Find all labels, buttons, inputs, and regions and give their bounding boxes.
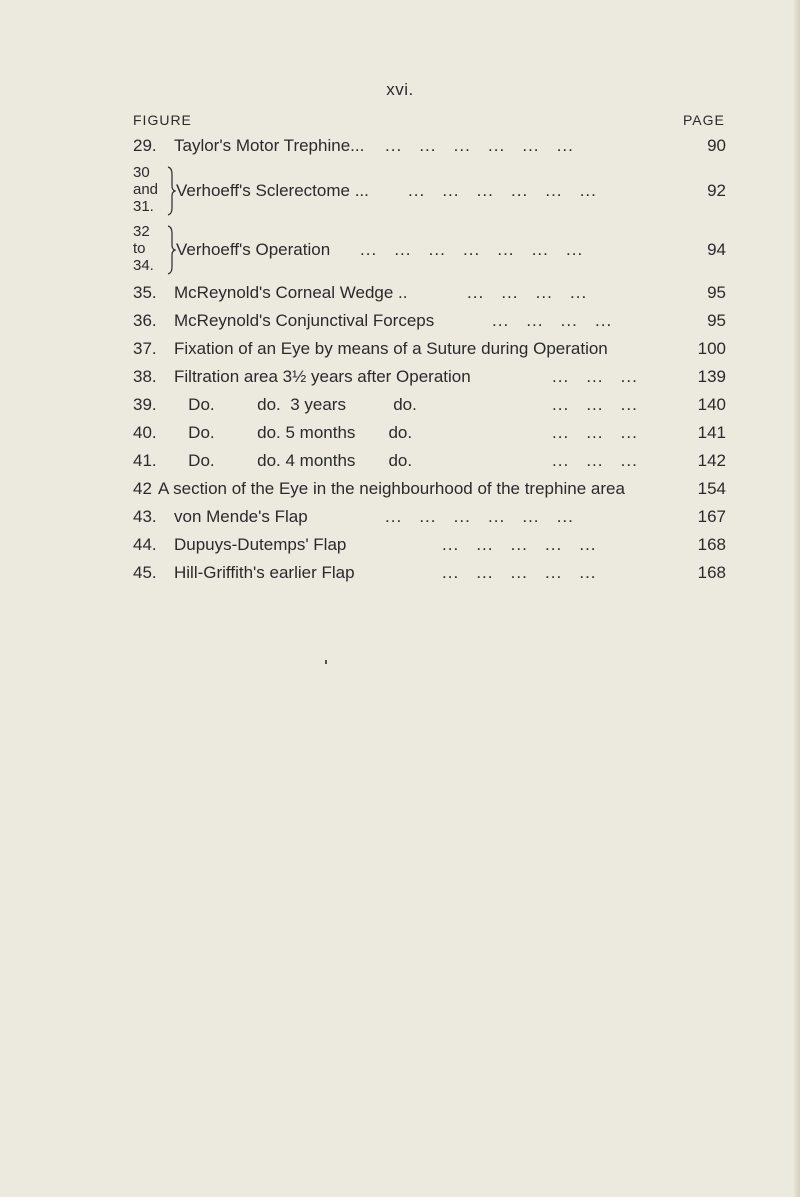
- page-ref: 154: [697, 479, 726, 498]
- page-ref: 140: [697, 395, 726, 414]
- figure-title: Do. do. 5 months do.: [174, 423, 413, 442]
- figure-number: 35.: [133, 283, 157, 302]
- page-ref: 95: [707, 311, 726, 330]
- list-item: [0, 451, 800, 477]
- page-number: xvi.: [386, 80, 414, 99]
- figure-number: 42: [133, 479, 152, 498]
- brace-icon: [166, 166, 176, 216]
- figure-title: Taylor's Motor Trephine...: [174, 136, 365, 155]
- list-item: [0, 563, 800, 589]
- figure-number-connector: to: [133, 240, 146, 257]
- page-ref: 92: [707, 181, 726, 200]
- list-item: [0, 395, 800, 421]
- list-item: [0, 479, 800, 505]
- figure-title: Fixation of an Eye by means of a Suture during Operation: [174, 339, 608, 358]
- figure-title: A section of the Eye in the neighbourhood of the trephine area: [158, 479, 625, 498]
- list-item: [0, 367, 800, 393]
- figure-number: 39.: [133, 395, 157, 414]
- figure-number: 36.: [133, 311, 157, 330]
- list-item-group: [0, 223, 800, 281]
- figure-title: Do. do. 3 years do.: [174, 395, 417, 414]
- page-ref: 167: [697, 507, 726, 526]
- leader-dots: ... ... ... ... ... ...: [408, 181, 597, 200]
- figure-number: 38.: [133, 367, 157, 386]
- list-item: [0, 283, 800, 309]
- figure-title: Hill-Griffith's earlier Flap: [174, 563, 355, 582]
- figure-title: Dupuys-Dutemps' Flap: [174, 535, 347, 554]
- figure-number: 29.: [133, 136, 157, 155]
- page-ref: 139: [697, 367, 726, 386]
- leader-dots: ... ... ...: [552, 451, 638, 470]
- list-item: [0, 535, 800, 561]
- page-ref: 100: [697, 339, 726, 358]
- figure-title: McReynold's Conjunctival Forceps: [174, 311, 435, 330]
- leader-dots: ... ... ... ...: [492, 311, 613, 330]
- brace-icon: [166, 225, 176, 275]
- figure-number-end: 34.: [133, 257, 154, 274]
- list-item: [0, 311, 800, 337]
- figure-number: 44.: [133, 535, 157, 554]
- page-ref: 141: [697, 423, 726, 442]
- page-ref: 95: [707, 283, 726, 302]
- page-ref: 90: [707, 136, 726, 155]
- leader-dots: ... ... ... ... ...: [442, 535, 597, 554]
- figure-title: von Mende's Flap: [174, 507, 308, 526]
- figure-column-header: FIGURE: [133, 112, 192, 128]
- figure-number-end: 31.: [133, 198, 154, 215]
- figure-number-start: 32: [133, 223, 150, 240]
- list-item: [0, 507, 800, 533]
- list-item: [0, 423, 800, 449]
- figure-title: Verhoeff's Operation: [176, 240, 331, 259]
- leader-dots: ... ... ... ... ... ... ...: [360, 240, 584, 259]
- leader-dots: ... ... ...: [552, 423, 638, 442]
- figure-title: Filtration area 3½ years after Operation: [174, 367, 471, 386]
- paper-speck: [325, 660, 327, 664]
- figure-number: 37.: [133, 339, 157, 358]
- figure-title: Do. do. 4 months do.: [174, 451, 413, 470]
- leader-dots: ... ... ... ... ... ...: [385, 136, 574, 155]
- figure-number: 43.: [133, 507, 157, 526]
- figure-number-connector: and: [133, 181, 159, 198]
- page-ref: 142: [697, 451, 726, 470]
- leader-dots: ... ... ... ... ...: [442, 563, 597, 582]
- leader-dots: ... ... ... ...: [467, 283, 588, 302]
- leader-dots: ... ... ...: [552, 395, 638, 414]
- list-item-group: [0, 164, 800, 222]
- figure-number: 45.: [133, 563, 157, 582]
- page-ref: 168: [697, 563, 726, 582]
- page-column-header: PAGE: [683, 112, 725, 128]
- list-item: [0, 339, 800, 365]
- figure-title: McReynold's Corneal Wedge ..: [174, 283, 408, 302]
- page-ref: 168: [697, 535, 726, 554]
- figure-number-start: 30: [133, 164, 150, 181]
- figure-number: 41.: [133, 451, 157, 470]
- figure-number: 40.: [133, 423, 157, 442]
- list-item: [0, 136, 800, 162]
- leader-dots: ... ... ...: [552, 367, 638, 386]
- page-ref: 94: [707, 240, 726, 259]
- leader-dots: ... ... ... ... ... ...: [385, 507, 574, 526]
- figure-title: Verhoeff's Sclerectome ...: [176, 181, 369, 200]
